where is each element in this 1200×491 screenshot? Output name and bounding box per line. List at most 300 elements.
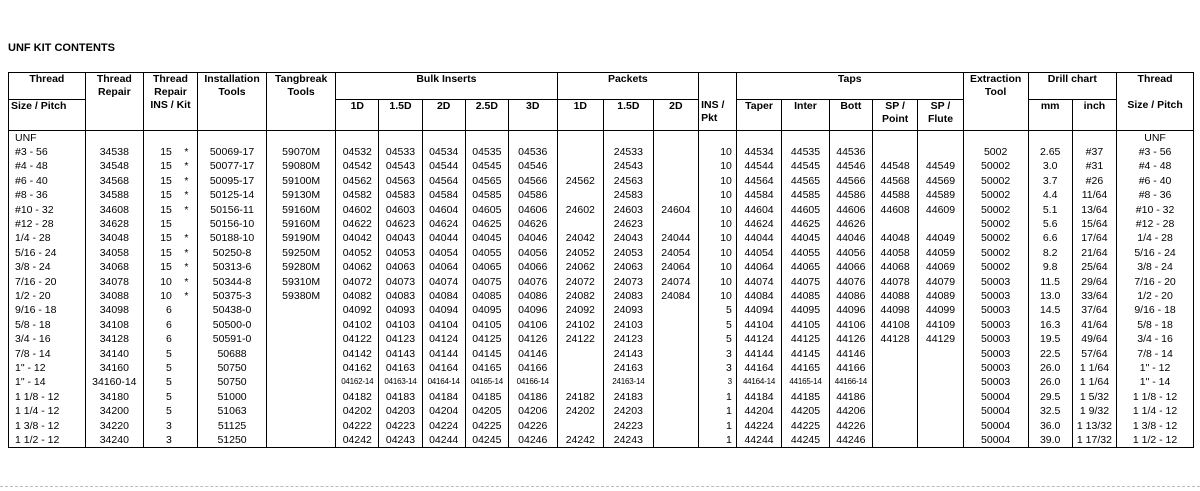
cell-b1: 04122 [336, 332, 379, 346]
cell-inch: 25/64 [1072, 260, 1116, 274]
bulk-1d-header: 1D [336, 99, 379, 130]
cell-b1: 04582 [336, 188, 379, 202]
cell-b3: 04586 [508, 188, 557, 202]
cell-ins: 6 [143, 318, 175, 332]
bott-header: Bott [829, 99, 872, 130]
cell-kit [176, 332, 198, 346]
cell-tang: 59160M [267, 203, 336, 217]
cell-b2: 04144 [422, 347, 465, 361]
cell-inter: 44055 [782, 246, 830, 260]
cell-taper: 44604 [736, 203, 781, 217]
cell-tang [267, 318, 336, 332]
cell-inter: 44165-14 [782, 375, 830, 389]
cell-size-r: #10 - 32 [1117, 203, 1194, 217]
cell-size-r: 1 1/4 - 12 [1117, 404, 1194, 418]
cell-size-r: 1 3/8 - 12 [1117, 419, 1194, 433]
cell-kit [176, 375, 198, 389]
cell-mm: 19.5 [1028, 332, 1072, 346]
cell-p15: 24243 [604, 433, 654, 448]
cell-tang: 59190M [267, 231, 336, 245]
cell-pkt: 1 [699, 390, 737, 404]
cell-b2: 04224 [422, 419, 465, 433]
cell-bott: 44046 [829, 231, 872, 245]
cell-p15: 24583 [604, 188, 654, 202]
cell-p1: 24092 [557, 303, 603, 317]
cell-b1: 04162 [336, 361, 379, 375]
cell-p15: 24083 [604, 289, 654, 303]
cell-size-r: 7/8 - 14 [1117, 347, 1194, 361]
cell-inch: 13/64 [1072, 203, 1116, 217]
table-body [9, 130, 1194, 448]
unf-kit-table [8, 72, 1194, 448]
cell-p2 [653, 332, 698, 346]
cell-p15: 24603 [604, 203, 654, 217]
cell-inch: 11/64 [1072, 188, 1116, 202]
cell-tang [267, 375, 336, 389]
cell-p15: 24223 [604, 419, 654, 433]
cell-b1: 04062 [336, 260, 379, 274]
cell-bott: 44146 [829, 347, 872, 361]
bulk-15d-header: 1.5D [379, 99, 422, 130]
cell-b25: 04055 [465, 246, 508, 260]
cell-bott: 44536 [829, 145, 872, 159]
table-row [9, 390, 1194, 404]
cell-b25: 04585 [465, 188, 508, 202]
cell-p1: 24182 [557, 390, 603, 404]
inch-header: inch [1072, 99, 1116, 130]
cell-ins: 15 [143, 188, 175, 202]
cell-ext: 50003 [963, 303, 1028, 317]
cell-b15: 04243 [379, 433, 422, 448]
cell-b1: 04622 [336, 217, 379, 231]
cell-p2 [653, 433, 698, 448]
cell-b15: 04063 [379, 260, 422, 274]
cell-spf: 44109 [918, 318, 963, 332]
cell-p15: 24623 [604, 217, 654, 231]
cell-bott: 44126 [829, 332, 872, 346]
cell-size-r: #4 - 48 [1117, 159, 1194, 173]
cell-ins: 15 [143, 203, 175, 217]
cell-b1 [336, 130, 379, 145]
cell-inch: #26 [1072, 174, 1116, 188]
cell-ext: 50002 [963, 203, 1028, 217]
table-row [9, 375, 1194, 389]
cell-pkt: 1 [699, 404, 737, 418]
cell-p2: 24604 [653, 203, 698, 217]
cell-size: 7/16 - 20 [9, 275, 86, 289]
cell-repair: 34058 [85, 246, 143, 260]
cell-b2: 04064 [422, 260, 465, 274]
cell-pkt: 10 [699, 188, 737, 202]
cell-b25: 04045 [465, 231, 508, 245]
cell-kit [176, 390, 198, 404]
cell-pkt: 5 [699, 318, 737, 332]
cell-p2 [653, 419, 698, 433]
tang-subheader-blank [267, 99, 336, 130]
sp-flute-header: SP / Flute [918, 99, 963, 130]
cell-b3: 04046 [508, 231, 557, 245]
cell-repair: 34200 [85, 404, 143, 418]
cell-repair [85, 130, 143, 145]
cell-ext: 5002 [963, 145, 1028, 159]
cell-b25: 04565 [465, 174, 508, 188]
cell-kit: * [176, 246, 198, 260]
cell-mm: 39.0 [1028, 433, 1072, 448]
cell-spf: 44089 [918, 289, 963, 303]
cell-ins: 5 [143, 347, 175, 361]
cell-p1 [557, 145, 603, 159]
cell-p1 [557, 188, 603, 202]
cell-spf [918, 390, 963, 404]
cell-ext: 50002 [963, 159, 1028, 173]
cell-ins: 15 [143, 159, 175, 173]
cell-p15: 24203 [604, 404, 654, 418]
cell-b1: 04222 [336, 419, 379, 433]
cell-ins [143, 130, 175, 145]
cell-repair: 34568 [85, 174, 143, 188]
cell-install [197, 130, 266, 145]
cell-kit [176, 318, 198, 332]
cell-inter [782, 130, 830, 145]
cell-p2: 24074 [653, 275, 698, 289]
repair-subheader-blank [85, 99, 143, 130]
cell-bott: 44626 [829, 217, 872, 231]
cell-inter: 44625 [782, 217, 830, 231]
cell-p1: 24042 [557, 231, 603, 245]
cell-tang [267, 433, 336, 448]
cell-b25: 04605 [465, 203, 508, 217]
cell-b2: 04054 [422, 246, 465, 260]
cell-pkt: 3 [699, 375, 737, 389]
cell-size: #10 - 32 [9, 203, 86, 217]
cell-spf [918, 361, 963, 375]
cell-tang: 59310M [267, 275, 336, 289]
cell-inch: 1 5/32 [1072, 390, 1116, 404]
cell-p15: 24163 [604, 361, 654, 375]
cell-repair: 34108 [85, 318, 143, 332]
cell-repair: 34160-14 [85, 375, 143, 389]
cell-inter: 44085 [782, 289, 830, 303]
cell-inch: 37/64 [1072, 303, 1116, 317]
cell-mm: 29.5 [1028, 390, 1072, 404]
cell-inch: 15/64 [1072, 217, 1116, 231]
cell-pkt: 10 [699, 203, 737, 217]
cell-spp: 44568 [872, 174, 917, 188]
cell-b25: 04085 [465, 289, 508, 303]
cell-p15: 24123 [604, 332, 654, 346]
cell-tang: 59080M [267, 159, 336, 173]
cell-size-r: 1" - 14 [1117, 375, 1194, 389]
cell-p15: 24053 [604, 246, 654, 260]
cell-mm: 3.7 [1028, 174, 1072, 188]
cell-install: 50069-17 [197, 145, 266, 159]
cell-ins: 6 [143, 332, 175, 346]
table-row [9, 130, 1194, 145]
cell-install: 50375-3 [197, 289, 266, 303]
cell-b25: 04205 [465, 404, 508, 418]
cell-pkt: 10 [699, 174, 737, 188]
taper-header: Taper [736, 99, 781, 130]
cell-b15: 04123 [379, 332, 422, 346]
cell-ext: 50002 [963, 188, 1028, 202]
cell-b2 [422, 130, 465, 145]
cell-b3: 04186 [508, 390, 557, 404]
cell-spf [918, 433, 963, 448]
cell-ins: 3 [143, 419, 175, 433]
cell-taper: 44544 [736, 159, 781, 173]
cell-ext: 50002 [963, 246, 1028, 260]
cell-spp: 44588 [872, 188, 917, 202]
cell-p2: 24084 [653, 289, 698, 303]
cell-b25: 04095 [465, 303, 508, 317]
cell-ext: 50002 [963, 260, 1028, 274]
cell-p15: 24183 [604, 390, 654, 404]
cell-tang [267, 361, 336, 375]
cell-taper: 44564 [736, 174, 781, 188]
cell-p2: 24054 [653, 246, 698, 260]
cell-inter: 44565 [782, 174, 830, 188]
cell-size-r: 5/8 - 18 [1117, 318, 1194, 332]
cell-repair: 34220 [85, 419, 143, 433]
packets-2d-header: 2D [653, 99, 698, 130]
cell-pkt: 10 [699, 231, 737, 245]
cell-size: #8 - 36 [9, 188, 86, 202]
packets-header: Packets [557, 73, 699, 100]
cell-p2 [653, 375, 698, 389]
cell-spf [918, 404, 963, 418]
cell-inter: 44535 [782, 145, 830, 159]
cell-p1: 24602 [557, 203, 603, 217]
cell-b3: 04626 [508, 217, 557, 231]
cell-b3: 04056 [508, 246, 557, 260]
cell-size: #4 - 48 [9, 159, 86, 173]
cell-ext: 50004 [963, 390, 1028, 404]
table-row [9, 289, 1194, 303]
cell-inch: 1 13/32 [1072, 419, 1116, 433]
cell-repair: 34068 [85, 260, 143, 274]
cell-b15: 04043 [379, 231, 422, 245]
cell-p15: 24093 [604, 303, 654, 317]
cell-bott: 44566 [829, 174, 872, 188]
extraction-tool-header: Extraction Tool [963, 73, 1028, 100]
cell-inch: 17/64 [1072, 231, 1116, 245]
cell-tang: 59070M [267, 145, 336, 159]
cell-size-r: #8 - 36 [1117, 188, 1194, 202]
cell-b1: 04102 [336, 318, 379, 332]
cell-bott: 44546 [829, 159, 872, 173]
cell-inter: 44545 [782, 159, 830, 173]
cell-b1: 04052 [336, 246, 379, 260]
cell-b3: 04166-14 [508, 375, 557, 389]
cell-p1: 24072 [557, 275, 603, 289]
cell-spf [918, 419, 963, 433]
table-row [9, 433, 1194, 448]
cell-spf: 44609 [918, 203, 963, 217]
cell-b3: 04086 [508, 289, 557, 303]
cell-b25: 04145 [465, 347, 508, 361]
cell-size-r: #12 - 28 [1117, 217, 1194, 231]
cell-p2 [653, 174, 698, 188]
cell-p2 [653, 361, 698, 375]
cell-kit: * [176, 145, 198, 159]
cell-taper: 44094 [736, 303, 781, 317]
cell-b15: 04563 [379, 174, 422, 188]
cell-taper: 44164-14 [736, 375, 781, 389]
cell-inch: #37 [1072, 145, 1116, 159]
cell-kit: * [176, 188, 198, 202]
cell-b15 [379, 130, 422, 145]
cell-b2: 04184 [422, 390, 465, 404]
cell-mm: 36.0 [1028, 419, 1072, 433]
cell-p15: 24533 [604, 145, 654, 159]
cell-size: 1" - 14 [9, 375, 86, 389]
table-row [9, 275, 1194, 289]
packets-15d-header: 1.5D [604, 99, 654, 130]
cell-tang [267, 419, 336, 433]
cell-ext: 50003 [963, 318, 1028, 332]
cell-taper [736, 130, 781, 145]
cell-repair: 34180 [85, 390, 143, 404]
cell-ext: 50003 [963, 361, 1028, 375]
cell-size: 1/4 - 28 [9, 231, 86, 245]
cell-p15: 24103 [604, 318, 654, 332]
table-row [9, 361, 1194, 375]
cell-size: UNF [9, 130, 86, 145]
cell-p2 [653, 347, 698, 361]
size-pitch-header: Size / Pitch [9, 99, 86, 130]
cell-kit: * [176, 231, 198, 245]
cell-b3 [508, 130, 557, 145]
cell-kit: * [176, 275, 198, 289]
cell-ins: 15 [143, 174, 175, 188]
cell-b2: 04104 [422, 318, 465, 332]
cell-spf: 44059 [918, 246, 963, 260]
cell-inter: 44185 [782, 390, 830, 404]
cell-tang [267, 390, 336, 404]
cell-p1: 24562 [557, 174, 603, 188]
cell-bott: 44096 [829, 303, 872, 317]
table-row [9, 145, 1194, 159]
cell-tang [267, 130, 336, 145]
cell-install: 51250 [197, 433, 266, 448]
table-row [9, 159, 1194, 173]
cell-size-r: 3/4 - 16 [1117, 332, 1194, 346]
cell-mm: 9.8 [1028, 260, 1072, 274]
cell-spp [872, 433, 917, 448]
cell-mm: 4.4 [1028, 188, 1072, 202]
cell-size-r: 1/2 - 20 [1117, 289, 1194, 303]
cell-size-r: 1" - 12 [1117, 361, 1194, 375]
cell-ins: 15 [143, 217, 175, 231]
cell-inter: 44145 [782, 347, 830, 361]
cell-size-r: 1/4 - 28 [1117, 231, 1194, 245]
cell-b15: 04223 [379, 419, 422, 433]
table-row [9, 332, 1194, 346]
cell-size: 5/16 - 24 [9, 246, 86, 260]
cell-ins: 6 [143, 303, 175, 317]
cell-taper: 44184 [736, 390, 781, 404]
cell-b2: 04204 [422, 404, 465, 418]
cell-install: 51000 [197, 390, 266, 404]
cell-b2: 04084 [422, 289, 465, 303]
cell-inch: 1 1/64 [1072, 375, 1116, 389]
cell-inter: 44605 [782, 203, 830, 217]
cell-pkt: 10 [699, 289, 737, 303]
cell-ins: 5 [143, 390, 175, 404]
cell-p1 [557, 361, 603, 375]
cell-inter: 44585 [782, 188, 830, 202]
cell-repair: 34538 [85, 145, 143, 159]
cell-spp: 44048 [872, 231, 917, 245]
cell-b15: 04583 [379, 188, 422, 202]
cell-ins: 3 [143, 433, 175, 448]
cell-size: 1 1/2 - 12 [9, 433, 86, 448]
cell-spf: 44569 [918, 174, 963, 188]
cell-ins: 15 [143, 145, 175, 159]
cell-mm: 5.1 [1028, 203, 1072, 217]
cell-tang: 59130M [267, 188, 336, 202]
cell-pkt: 10 [699, 145, 737, 159]
cell-spf: 44099 [918, 303, 963, 317]
table-row [9, 174, 1194, 188]
cell-spf [918, 130, 963, 145]
installation-tools-header: Installation Tools [197, 73, 266, 100]
cell-ext [963, 130, 1028, 145]
cell-size-r: #6 - 40 [1117, 174, 1194, 188]
cell-b25: 04165-14 [465, 375, 508, 389]
cell-b15: 04623 [379, 217, 422, 231]
cell-repair: 34088 [85, 289, 143, 303]
cell-bott: 44166-14 [829, 375, 872, 389]
cell-ext: 50003 [963, 275, 1028, 289]
cell-size: 3/4 - 16 [9, 332, 86, 346]
cell-install: 50313-6 [197, 260, 266, 274]
cell-mm: 2.65 [1028, 145, 1072, 159]
cell-bott: 44106 [829, 318, 872, 332]
thread-header: Thread [9, 73, 86, 100]
cell-tang [267, 332, 336, 346]
cell-b3: 04546 [508, 159, 557, 173]
cell-size-r: 5/16 - 24 [1117, 246, 1194, 260]
table-row [9, 347, 1194, 361]
cell-inter: 44205 [782, 404, 830, 418]
cell-b15: 04083 [379, 289, 422, 303]
cell-b1: 04182 [336, 390, 379, 404]
cell-repair: 34140 [85, 347, 143, 361]
cell-p2 [653, 188, 698, 202]
cell-p15: 24163-14 [604, 375, 654, 389]
cell-install: 50077-17 [197, 159, 266, 173]
table-row [9, 203, 1194, 217]
cell-spp: 44058 [872, 246, 917, 260]
cell-p15: 24073 [604, 275, 654, 289]
cell-p15: 24043 [604, 231, 654, 245]
cell-size: 1/2 - 20 [9, 289, 86, 303]
cell-kit: * [176, 203, 198, 217]
cell-pkt: 10 [699, 159, 737, 173]
cell-p1 [557, 375, 603, 389]
cell-b25: 04545 [465, 159, 508, 173]
cell-size: 3/8 - 24 [9, 260, 86, 274]
cell-p1: 24202 [557, 404, 603, 418]
cell-b1: 04092 [336, 303, 379, 317]
cell-mm: 13.0 [1028, 289, 1072, 303]
cell-b15: 04163 [379, 361, 422, 375]
cell-inch: 1 9/32 [1072, 404, 1116, 418]
cell-b25: 04185 [465, 390, 508, 404]
cell-spp [872, 145, 917, 159]
cell-spp: 44128 [872, 332, 917, 346]
